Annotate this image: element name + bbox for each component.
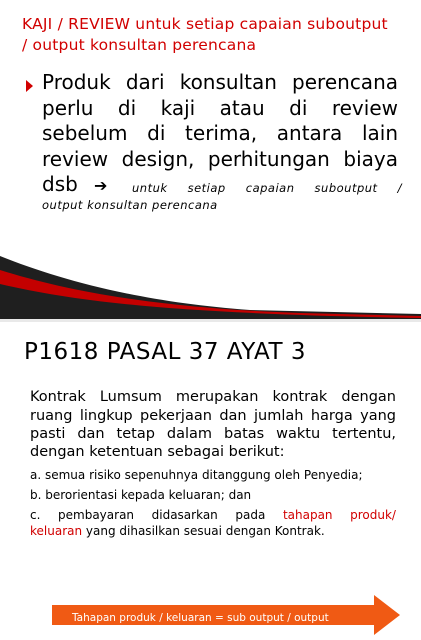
list-item-a: a. semua risiko sepenuhnya ditanggung oleh Penyedia; [30,468,363,482]
slide2-title: P1618 PASAL 37 AYAT 3 [24,339,306,365]
list-item-c-highlight: tahapan produk/ [282,508,396,522]
slide2-intro: Kontrak Lumsum merupakan kontrak dengan ruang lingkup pekerjaan dan jumlah harga yang pasti dan tetap dalam batas waktu tertentu, [30,389,396,442]
list-item-c-prefix: c. pembayaran didasarkan pada [30,508,266,522]
list-item-b: b. berorientasi kepada keluaran; dan [30,488,252,502]
slide1-note-line1: untuk setiap capaian suboutput / [132,181,402,195]
bullet-arrow-icon [26,80,33,92]
slide-2 [0,322,421,640]
slide1-body-text: Produk dari konsultan perencana perlu di kaji atau di review sebelum di terima, antara lain review design, perhitungan biaya [42,70,398,171]
slide1-swoosh-decoration [0,250,421,321]
list-item-c-suffix: yang dihasilkan sesuai dengan Kontrak. [82,524,325,538]
slide1-body-last: dsb [42,172,78,196]
slide1-title-line1: KAJI / REVIEW untuk setiap capaian suboutput [22,15,388,33]
banner-text: Tahapan produk / keluaran = sub output / output [72,612,329,624]
slide1-note-line2: output konsultan perencana [42,198,218,212]
slide1-title [22,14,412,56]
slide1-title-line2: / output konsultan perencana [22,36,257,54]
list-item-c [30,508,396,523]
slide2-intro-last: dengan ketentuan sebagai berikut: [30,444,285,460]
list-item-c-highlight-2: keluaran [30,524,83,538]
right-arrow-icon: ➔ [94,176,108,195]
list-item-c-continuation [30,524,325,539]
